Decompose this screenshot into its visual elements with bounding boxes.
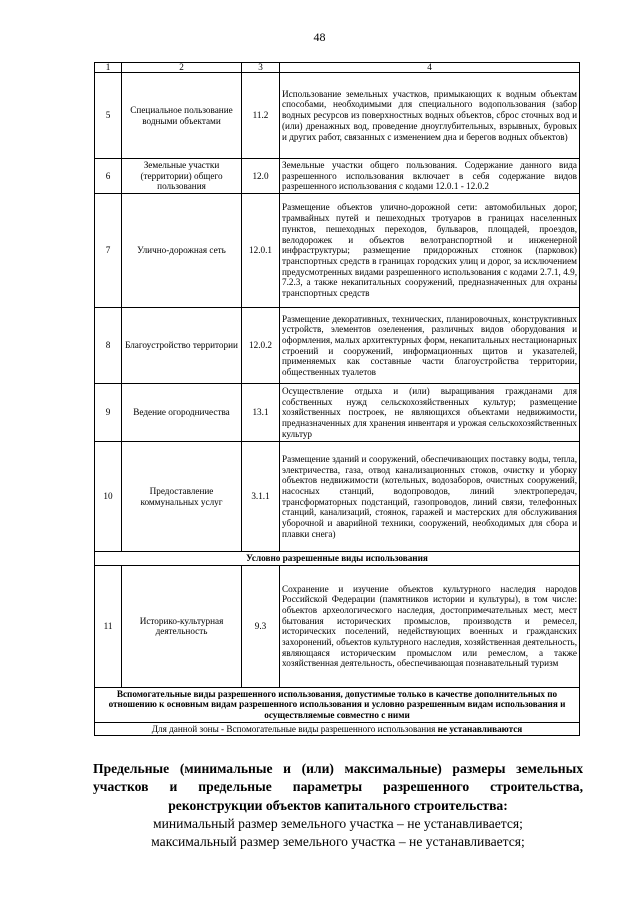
auxiliary-note-text: Для данной зоны - Вспомогательные виды разрешенного использования <box>151 723 438 734</box>
parameters-heading: Предельные (минимальные и (или) максимальные) размеры земельных участков и предельные параметры разрешенного строительства, реконструкции объектов капитального строительства: <box>93 761 583 813</box>
column-header: 1 <box>95 63 122 73</box>
conditional-uses-heading: Условно разрешенные виды использования <box>95 552 580 566</box>
row-number: 5 <box>95 73 122 159</box>
use-type-description: Использование земельных участков, примыкающих к водным объектам способами, необходимыми для специального водопользования (забор водных ресурсов из поверхностных водных объектов, сброс сточных вод и (или) дренажных вод, проведение дноуглубительных, взрывных, буровых и других работ, связанных с изменением дна и берегов водных объектов) <box>280 73 580 159</box>
table-row <box>95 308 580 384</box>
row-number: 9 <box>95 384 122 442</box>
use-type-description: Осуществление отдыха и (или) выращивания гражданами для собственных нужд сельскохозяйственных культур; размещение хозяйственных построек, не являющихся объектами недвижимости, предназначенных для хранения инвентаря и урожая сельскохозяйственных культур <box>280 384 580 442</box>
use-type-description: Земельные участки общего пользования. Содержание данного вида разрешенного использования включает в себя содержание видов разрешенного использования с кодами 12.0.1 - 12.0.2 <box>280 159 580 194</box>
max-plot-size-line: максимальный размер земельного участка – не устанавливается; <box>151 834 525 850</box>
column-header: 3 <box>242 63 280 73</box>
use-type-description: Размещение декоративных, технических, планировочных, конструктивных устройств, элементов озеленения, различных видов оборудования и оформления, малых архитектурных форм, некапитальных нестационарных строений и сооружений, информационных щитов и указателей, применяемых как составные части благоустройства территории, общественных туалетов <box>280 308 580 384</box>
use-type-code: 12.0 <box>242 159 280 194</box>
use-type-name: Предоставление коммунальных услуг <box>122 442 242 552</box>
section-row <box>95 552 580 566</box>
table-header-row <box>95 63 580 73</box>
table-row <box>95 73 580 159</box>
row-number: 10 <box>95 442 122 552</box>
table-row <box>95 194 580 308</box>
min-plot-size-line: минимальный размер земельного участка – не устанавливается; <box>153 816 523 832</box>
use-type-code: 3.1.1 <box>242 442 280 552</box>
use-type-code: 13.1 <box>242 384 280 442</box>
row-number: 6 <box>95 159 122 194</box>
auxiliary-uses-heading: Вспомогательные виды разрешенного использования, допустимые только в качестве дополнительных по отношению к основным видам разрешенного использования и условно разрешенным видам использования и осуществляемые совместно с ними <box>95 687 580 722</box>
table-row <box>95 159 580 194</box>
land-use-table <box>94 62 580 736</box>
column-header: 4 <box>280 63 580 73</box>
use-type-name: Благоустройство территории <box>122 308 242 384</box>
column-header: 2 <box>122 63 242 73</box>
table-row <box>95 384 580 442</box>
table-row <box>95 565 580 687</box>
use-type-code: 12.0.1 <box>242 194 280 308</box>
use-type-description: Сохранение и изучение объектов культурного наследия народов Российской Федерации (памятников истории и культуры), в том числе: объектов археологического наследия, достопримечательных мест, мест бытования исторических промыслов, производств и ремесел, исторических поселений, недействующих военных и гражданских захоронений, объектов культурного наследия, хозяйственная деятельность, являющаяся историческим промыслом или ремеслом, а также хозяйственная деятельность, обеспечивающая познавательный туризм <box>280 565 580 687</box>
use-type-code: 11.2 <box>242 73 280 159</box>
auxiliary-uses-note <box>95 722 580 736</box>
table-row <box>95 442 580 552</box>
use-type-name: Историко-культурная деятельность <box>122 565 242 687</box>
use-type-name: Земельные участки (территории) общего пользования <box>122 159 242 194</box>
use-type-name: Ведение огородничества <box>122 384 242 442</box>
use-type-description: Размещение зданий и сооружений, обеспечивающих поставку воды, тепла, электричества, газа, отвод канализационных стоков, очистку и уборку объектов недвижимости (котельных, водозаборов, очистных сооружений, насосных станций, водопроводов, линий электропередач, трансформаторных подстанций, газопроводов, линий связи, телефонных станций, канализаций, стоянок, гаражей и мастерских для обслуживания уборочной и аварийной техники, сооружений, необходимых для сбора и плавки снега) <box>280 442 580 552</box>
section-row <box>95 687 580 722</box>
use-type-code: 12.0.2 <box>242 308 280 384</box>
use-type-name: Улично-дорожная сеть <box>122 194 242 308</box>
section-row <box>95 722 580 736</box>
page-number: 48 <box>313 30 326 44</box>
parameters-section <box>93 760 583 852</box>
row-number: 7 <box>95 194 122 308</box>
use-type-description: Размещение объектов улично-дорожной сети: автомобильных дорог, трамвайных путей и пешеходных тротуаров в границах населенных пунктов, пешеходных переходов, бульваров, площадей, проездов, велодорожек и объектов велотранспортной и инженерной инфраструктуры; размещение придорожных стоянок (парковок) транспортных средств в границах городских улиц и дорог, за исключением предусмотренных видами разрешенного использования с кодами 2.7.1, 4.9, 7.2.3, а также некапитальных сооружений, предназначенных для охраны транспортных средств <box>280 194 580 308</box>
auxiliary-note-status: не устанавливаются <box>437 723 523 734</box>
use-type-code: 9.3 <box>242 565 280 687</box>
row-number: 8 <box>95 308 122 384</box>
use-type-name: Специальное пользование водными объектами <box>122 73 242 159</box>
row-number: 11 <box>95 565 122 687</box>
